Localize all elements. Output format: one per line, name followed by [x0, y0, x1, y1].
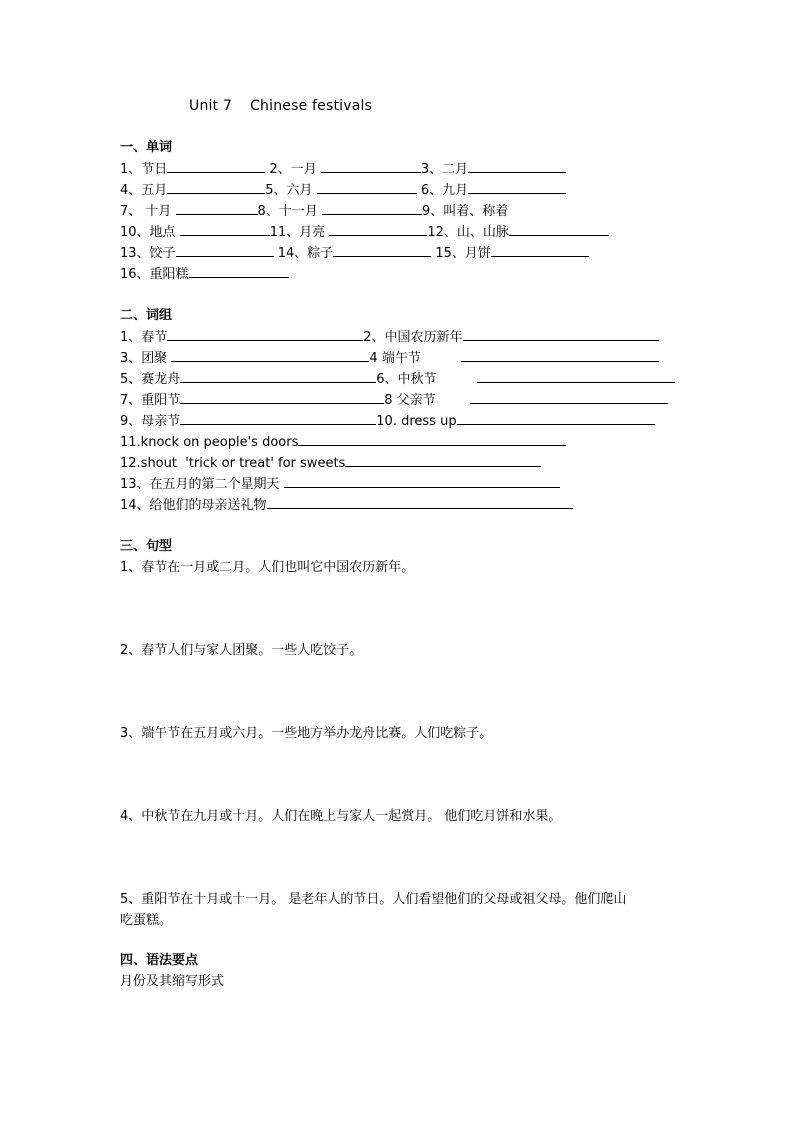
vocab-row-1 [120, 160, 566, 178]
phrase-row-3 [120, 370, 675, 388]
vocab-item: 11、月亮 [269, 225, 326, 240]
answer-blank[interactable] [180, 223, 270, 236]
phrase-item: 9、母亲节 [120, 414, 181, 429]
phrase-item: 4 端午节 [369, 351, 421, 366]
vocab-item: 15、月饼 [435, 246, 491, 261]
phrase-row-1 [120, 328, 659, 346]
answer-blank[interactable] [477, 370, 675, 383]
section-4-heading: 四、语法要点 [120, 953, 199, 968]
vocab-item: 10、地点 [120, 225, 176, 240]
vocab-item: 16、重阳糕 [120, 267, 189, 282]
phrase-item: 2、中国农历新年 [363, 330, 463, 345]
answer-blank[interactable] [298, 433, 566, 446]
answer-blank[interactable] [167, 328, 363, 341]
vocab-item: 8、十一月 [257, 204, 318, 219]
sentence-5-line-2: 吃蛋糕。 [120, 913, 173, 928]
phrase-item: 14、给他们的母亲送礼物 [120, 498, 267, 513]
sentence-5-line-1: 5、重阳节在十月或十一月。 是老年人的节日。人们看望他们的父母或祖父母。他们爬山 [120, 892, 627, 907]
answer-blank[interactable] [329, 223, 427, 236]
phrase-row-2 [120, 349, 659, 367]
answer-blank[interactable] [167, 181, 265, 194]
phrase-row-8 [120, 475, 560, 493]
answer-blank[interactable] [267, 496, 573, 509]
phrase-item: 11.knock on people's doors [120, 435, 299, 450]
phrase-item: 10. dress up [376, 414, 457, 429]
vocab-item: 4、五月 [120, 183, 168, 198]
answer-blank[interactable] [322, 202, 422, 215]
phrase-item: 5、赛龙舟 [120, 372, 181, 387]
vocab-row-5 [120, 244, 589, 262]
answer-blank[interactable] [180, 370, 376, 383]
answer-blank[interactable] [468, 160, 566, 173]
phrase-item: 6、中秋节 [376, 372, 437, 387]
section-2-heading: 二、词组 [120, 308, 173, 323]
sentence-1: 1、春节在一月或二月。人们也叫它中国农历新年。 [120, 560, 415, 575]
answer-blank[interactable] [509, 223, 609, 236]
answer-blank[interactable] [176, 202, 258, 215]
section-1-heading: 一、单词 [120, 140, 173, 155]
answer-blank[interactable] [321, 160, 421, 173]
vocab-item: 7、 十月 [120, 204, 172, 219]
answer-blank[interactable] [461, 349, 659, 362]
phrase-row-4 [120, 391, 668, 409]
page-title [189, 98, 372, 114]
vocab-item: 6、九月 [420, 183, 469, 198]
answer-blank[interactable] [491, 244, 589, 257]
vocab-item: 3、二月 [420, 162, 469, 177]
answer-blank[interactable] [189, 265, 289, 278]
answer-blank[interactable] [463, 328, 659, 341]
answer-blank[interactable] [284, 475, 560, 488]
vocab-row-4 [120, 223, 609, 241]
answer-blank[interactable] [345, 454, 541, 467]
phrase-item: 1、春节 [120, 330, 168, 345]
answer-blank[interactable] [180, 412, 376, 425]
vocab-item: 9、叫着、称着 [421, 204, 509, 219]
vocab-row-6 [120, 265, 289, 283]
section-4-subheading: 月份及其缩写形式 [120, 974, 225, 989]
section-3-heading: 三、句型 [120, 539, 173, 554]
sentence-2: 2、春节人们与家人团聚。一些人吃饺子。 [120, 643, 363, 658]
phrase-item: 7、重阳节 [120, 393, 181, 408]
sentence-3: 3、端午节在五月或六月。一些地方举办龙舟比赛。人们吃粽子。 [120, 726, 493, 741]
answer-blank[interactable] [333, 244, 431, 257]
answer-blank[interactable] [470, 391, 668, 404]
vocab-item: 1、节日 [120, 162, 168, 177]
vocab-row-3 [120, 202, 508, 220]
phrase-item: 3、团聚 [120, 351, 168, 366]
vocab-row-2 [120, 181, 566, 199]
answer-blank[interactable] [167, 160, 265, 173]
phrase-item: 8 父亲节 [384, 393, 436, 408]
vocab-item: 13、饺子 [120, 246, 176, 261]
answer-blank[interactable] [468, 181, 566, 194]
phrase-item: 13、在五月的第二个星期天 [120, 477, 280, 492]
answer-blank[interactable] [180, 391, 384, 404]
answer-blank[interactable] [317, 181, 417, 194]
phrase-row-7 [120, 454, 541, 472]
vocab-item: 12、山、山脉 [427, 225, 509, 240]
answer-blank[interactable] [176, 244, 274, 257]
unit-label: Unit 7 [189, 98, 233, 114]
phrase-row-6 [120, 433, 566, 451]
vocab-item: 5、六月 [265, 183, 313, 198]
phrase-item: 12.shout 'trick or treat' for sweets [120, 456, 346, 471]
answer-blank[interactable] [171, 349, 369, 362]
vocab-item: 2、一月 [269, 162, 317, 177]
answer-blank[interactable] [457, 412, 655, 425]
unit-name: Chinese festivals [250, 98, 373, 114]
sentence-4: 4、中秋节在九月或十月。人们在晚上与家人一起赏月。 他们吃月饼和水果。 [120, 809, 562, 824]
vocab-item: 14、粽子 [277, 246, 334, 261]
phrase-row-5 [120, 412, 655, 430]
phrase-row-9 [120, 496, 573, 514]
